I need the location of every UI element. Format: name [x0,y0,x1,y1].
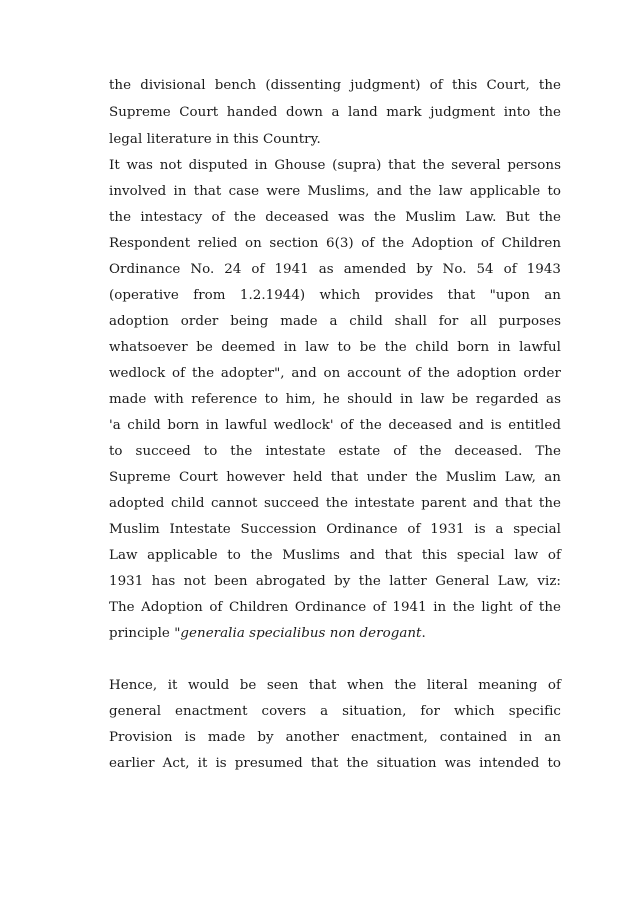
text-line: Provision is made by another enactment, contained in an [109,730,561,745]
text-line: Ordinance No. 24 of 1941 as amended by No. 54 of 1943 [109,262,561,277]
line-suffix: . [421,626,426,641]
text-line: Law applicable to the Muslims and that this special law of [109,548,561,563]
text-line: wedlock of the adopter", and on account of the adoption order [109,366,561,381]
text-line: (operative from 1.2.1944) which provides that "upon an [109,288,561,303]
text-line: the intestacy of the deceased was the Muslim Law. But the [109,210,561,225]
latin-maxim: generalia specialibus non derogant [180,626,422,641]
text-line: It was not disputed in Ghouse (supra) that the several persons [109,158,561,173]
text-line: made with reference to him, he should in law be regarded as [109,392,561,407]
text-line: Supreme Court handed down a land mark judgment into the [109,105,561,120]
text-line: the divisional bench (dissenting judgment) of this Court, the [109,78,561,93]
text-line: general enactment covers a situation, for which specific [109,704,561,719]
text-line: Respondent relied on section 6(3) of the Adoption of Children [109,236,561,251]
text-line-with-latin-quote [109,621,561,647]
text-line: 1931 has not been abrogated by the latter General Law, viz: [109,574,561,589]
text-line: legal literature in this Country. [109,132,321,147]
text-line: The Adoption of Children Ordinance of 1941 in the light of the [109,600,561,615]
text-line: 'a child born in lawful wedlock' of the deceased and is entitled [109,418,561,433]
text-line: Muslim Intestate Succession Ordinance of 1931 is a special [109,522,561,537]
text-line: Hence, it would be seen that when the literal meaning of [109,678,561,693]
text-line: Supreme Court however held that under the Muslim Law, an [109,470,561,485]
text-line: adoption order being made a child shall for all purposes [109,314,561,329]
text-line: whatsoever be deemed in law to be the child born in lawful [109,340,561,355]
text-line: adopted child cannot succeed the intestate parent and that the [109,496,561,511]
text-line: earlier Act, it is presumed that the situation was intended to [109,756,561,771]
line-prefix: principle " [109,626,181,641]
text-line: to succeed to the intestate estate of the deceased. The [109,444,561,459]
text-line: involved in that case were Muslims, and the law applicable to [109,184,561,199]
